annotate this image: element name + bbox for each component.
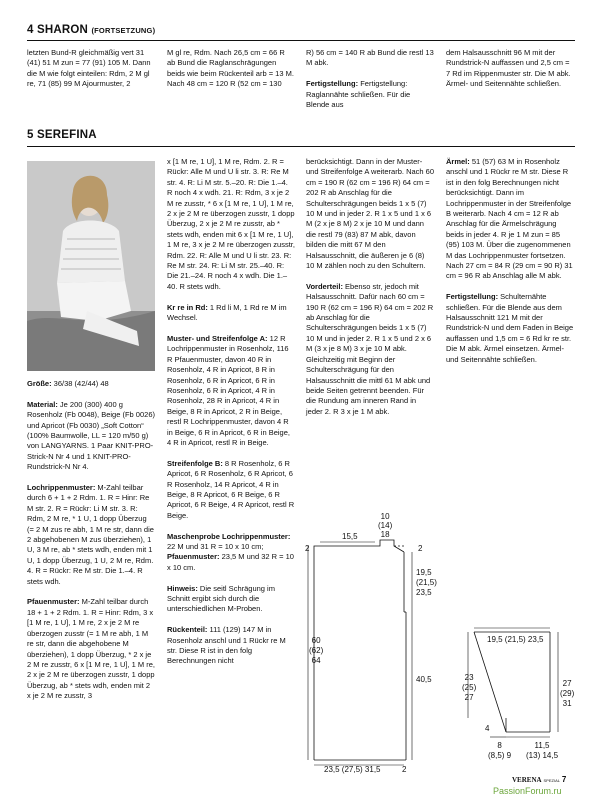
sharon-col-2	[167, 48, 295, 90]
sharon-text-4	[306, 79, 434, 110]
sleeve-bottom-left-label: 8 (8,5) 9	[488, 741, 512, 760]
body-right-small-label: 2	[418, 544, 423, 553]
sleeve-right-height-label: 27 (29) 31	[560, 679, 575, 708]
body-right-lower-label: 40,5	[416, 675, 432, 684]
model-photo	[27, 161, 155, 371]
krre-para	[167, 303, 295, 324]
hinweis-text: Die seitl Schrägung im Schnitt ergibt sich durch die unterschiedlichen M-Proben.	[167, 583, 275, 614]
material-label: Material:	[27, 399, 58, 409]
maschen-label: Maschenprobe Lochrippenmuster:	[167, 531, 291, 541]
groesse-text: 36/38 (42/44) 48	[51, 379, 109, 388]
sleeve-top-width-label: 19,5 (21,5) 23,5	[487, 635, 544, 644]
sleeve-left-small-label: 4	[485, 724, 490, 733]
magazine-special: SPEZIAL	[543, 778, 560, 783]
pfauen-text: M-Zahl teilbar durch 18 + 1 + 2 Rdm. 1. R = Hinr: Rdm, 3 x [1 M re, 1 U], 1 M re, 2 x je 2 M re überzogen zusstr (= 1 M re abh, 1 M re str, dann die abgehobene M überziehen), 1 dopp Überzug, * 2 x je 2 M re zusstr, 6 x [1 M re, 1 U], 1 M re, 2 x je 2 M re überzogen zusstr, 1 dopp Überzug, ab * stets wdh, enden mit 2 x je 2 M re zusstr, 3	[27, 597, 155, 701]
aermel-text: 51 (57) 63 M in Rosenholz anschl und 1 Rückr re M str. Diese R ist in den folg Berechnungen nicht berücksichtigt. Dann im Lochrippenmuster in der Streifenfolge B weiterarb. Nach 4 cm = 12 R ab Anschlag für die Ärmelschrägung beids in jeder 4. R je 1 M zun = 85 (95) 103 M. Über die zugenommenen M das Lochrippenmuster fortsetzen. Nach 27 cm = 84 R (29 cm = 90 R) 31 cm = 96 R ab Anschlag alle M abk.	[446, 157, 573, 281]
fertig-label: Fertigstellung:	[446, 292, 499, 302]
serefina-col-3	[306, 157, 434, 417]
fertig-text: Schulternähte schließen. Für die Blende aus dem Halsausschnitt 121 M mit der Rundstrick-N und dem Faden in Beige auffassen und 1,5 cm = 6 Rd kr re str. Die M abk. Ärmel einsetzen. Ärmel- und Seitennähte schließen.	[446, 292, 574, 364]
vorder-para	[306, 282, 434, 417]
muster-label: Muster- und Streifenfolge A:	[167, 333, 268, 343]
body-top-neck-label: 10 (14) 18	[378, 512, 393, 539]
streifen-para	[167, 459, 295, 521]
serefina-col-4	[446, 157, 574, 365]
maschen-para	[167, 532, 295, 574]
body-shoulder-label: 15,5	[342, 532, 358, 541]
divider-top	[27, 40, 575, 41]
groesse-para	[27, 379, 155, 389]
serefina-col-1	[27, 379, 155, 702]
sharon-subtitle: (FORTSETZUNG)	[91, 26, 156, 35]
body-left-height-label: 60 (62) 64	[309, 636, 324, 665]
footer-magazine	[512, 775, 566, 784]
body-right-upper-label: 19,5 (21,5) 23,5	[416, 568, 437, 597]
sharon-text-3: R) 56 cm = 140 R ab Bund die restl 13 M abk.	[306, 48, 434, 68]
hinweis-para	[167, 584, 295, 615]
model-photo-illustration	[27, 161, 155, 371]
pfauen-continued: x [1 M re, 1 U], 1 M re, Rdm. 2. R = Rückr: Alle M und U li str. 3. R: Re M str. 4. R: Li M str. 5.–20. R: Die 1.–4. R noch 4 x wdh. 21. R: Rdm, 3 x je 2 M re zusstr, * 6 x [1 M re, 1 U], 1 M re, 2 x je 2 M re überzogen zusstr, 1 dopp Überzug, 2 x je 2 M re zusstr, ab * stets wdh, enden mit 6 x [1 M re, 1 U], 1 M re, 3 x je 2 M re überzogen zusstr, Rdm. 22. R: Alle M und U li str. 23. R: Re M str. 24. R: Li M str. 25.–40. R: Die 21.–24. R noch 4 x wdh. Die 1.–40. R stets wdh.	[167, 157, 295, 291]
aermel-label: Ärmel:	[446, 157, 470, 166]
aermel-para	[446, 157, 574, 282]
rueckenteil-para	[167, 625, 295, 667]
muster-text: 12 R Lochrippenmuster in Rosenholz, 116 R Pfauenmuster, davon 40 R in Rosenholz, 4 R in Apricot, 8 R in Rosenholz, 6 R in Apricot, 6 R in Rosenholz, 6 R in Apricot, 4 R in Rosenholz, 28 R in Apricot, 4 R in Beige, 8 R in Apricot, 2 R in Beige, restl R Lochrippenmuster, davon 4 R in Beige, 6 R in Apricot, 6 R in Beige, 4 R in Apricot, restl R in Beige.	[167, 333, 290, 447]
sharon-text-2: M gl re, Rdm. Nach 26,5 cm = 66 R ab Bund die Raglanschrägungen beids wie beim Rückenteil arb = 13 M. Nach 48 cm = 120 R (52 cm = 130	[167, 48, 294, 89]
sharon-text-5: dem Halsausschnitt 96 M mit der Rundstrick-N auffassen und 2,5 cm = 7 Rd im Rippenmuster str. Die M abk. Ärmel- und Seitennähte schließen.	[446, 48, 571, 89]
sharon-title: 4 SHARON	[27, 24, 89, 36]
divider-main	[27, 146, 575, 147]
maschen-text: 22 M und 31 R = 10 x 10 cm;	[167, 541, 264, 551]
streifen-text: 8 R Rosenholz, 6 R Apricot, 6 R Rosenholz, 6 R Apricot, 6 R Rosenholz, 14 R Apricot, 4 R in Beige, 8 R Apricot, 6 R Beige, 6 R Apricot, 6 R Beige, 4 R Apricot, restl R Beige.	[167, 458, 295, 520]
vorder-text: Ebenso str, jedoch mit Halsausschnitt. Dafür nach 60 cm = 190 R (62 cm = 196 R) 64 cm = 202 R ab Anschlag für die Schulterschrägungen beids 1 x 5 (7) 10 M und in jeder 2. R 1 x 5 und 2 x 6 M (3 x je 8 M) 3 x je 10 M abk. Gleichzeitig mit Beginn der Schulterschrägung für den Halsausschnitt die mittl 61 M abk und beide Seiten getrennt beenden. Für die Rundung am inneren Rand in jeder 2. R 3 x je 1 M abk.	[306, 281, 434, 416]
body-bottom-width-label: 23,5 (27,5) 31,5	[324, 765, 381, 774]
page-number: 7	[561, 775, 567, 784]
streifen-label: Streifenfolge B:	[167, 458, 223, 468]
lochrippen-para	[27, 483, 155, 587]
lochrippen-text: M-Zahl teilbar durch 6 + 1 + 2 Rdm. 1. R = Hinr: Re M str. 2. R = Rückr: Li M str. 3. R: Rdm, 2 M re, * 1 U, 1 dopp Überzug (= 2 M zus re abh, 1 M re str, dann die 2 abgehobenen M zus überziehen), 1 U, 3 M re, ab * stets wdh, enden mit 1 U, 1 dopp Überzug, 1 U, 2 M re, Rdm. 4. R = Rückr: Re M str. Die 1.–4. R stets wdh.	[27, 483, 154, 586]
body-bottom-small-label: 2	[402, 765, 407, 774]
body-left-small-label: 2	[305, 544, 310, 553]
hinweis-label: Hinweis:	[167, 583, 198, 593]
sharon-fertig-text: Fertigstellung: Raglannähte schließen. Für die Blende aus	[306, 79, 411, 110]
fertig-para	[446, 292, 574, 365]
material-para	[27, 400, 155, 473]
muster-para	[167, 334, 295, 448]
krre-label: Kr re in Rd:	[167, 302, 208, 312]
watermark: PassionForum.ru	[493, 786, 562, 796]
pfauen-para	[27, 597, 155, 701]
sharon-col-3	[306, 48, 434, 110]
groesse-label: Größe:	[27, 379, 52, 388]
sharon-col-4	[446, 48, 574, 90]
serefina-col-2	[167, 157, 295, 667]
sharon-text-1: letzten Bund-R gleichmäßig vert 31 (41) 51 M zun = 77 (91) 105 M. Dann die M wie folgt einteilen: Rdm, 2 M gl re, 71 (85) 99 M Ajourmuster, 2	[27, 48, 151, 89]
sharon-fertig-label: Fertigstellung:	[306, 79, 359, 89]
section-title-sharon	[27, 24, 155, 36]
sleeve-bottom-right-label: 11,5 (13) 14,5	[526, 741, 559, 760]
sleeve-left-height-label: 23 (25) 27	[462, 673, 477, 702]
sharon-col-1	[27, 48, 155, 90]
section-title-serefina	[27, 129, 97, 141]
lochrippen-label: Lochrippenmuster:	[27, 483, 96, 493]
maschen-label-2: Pfauenmuster:	[167, 552, 220, 562]
vorder-label: Vorderteil:	[306, 281, 343, 291]
material-text: Je 200 (300) 400 g Rosenholz (Fb 0048), Beige (Fb 0026) und Apricot (Fb 0030) „Soft Cotton“ (100% Baumwolle, LL = 120 m/50 g) von LANGYARNS. 1 Paar KNIT-PRO-Strick-N Nr 4 und 1 KNIT-PRO-Rundstrick-N Nr 4.	[27, 399, 155, 472]
serefina-title: 5 SEREFINA	[27, 129, 97, 141]
pfauen-label: Pfauenmuster:	[27, 597, 80, 607]
rueckenteil-text: 111 (129) 147 M in Rosenholz anschl und 1 Rückr re M str. Diese R ist in den folg Berechnungen nicht	[167, 625, 286, 666]
magazine-name: VERENA	[512, 776, 542, 784]
maschen-text-2: 23,5 M und 32 R = 10 x 10 cm.	[167, 552, 294, 572]
krre-text: 1 Rd li M, 1 Rd re M im Wechsel.	[167, 302, 287, 323]
rueckenteil-continued: berücksichtigt. Dann in der Muster- und Streifenfolge A weiterarb. Nach 60 cm = 190 R (62 cm = 196 R) 64 cm = 202 R ab Anschlag für die Schulterschrägungen beids 1 x 5 (7) 10 M und in jeder 2. R 1 x 5 und 1 x 6 M (2 x je 8 M) 2 x je 10 M und dann die restl 79 (83) 87 M abk, davon bilden die mitt 67 M den Halsausschnitt, die äußeren je 6 (8) 10 M zählen noch zu den Schultern.	[306, 157, 434, 271]
rueckenteil-label: Rückenteil:	[167, 625, 208, 635]
